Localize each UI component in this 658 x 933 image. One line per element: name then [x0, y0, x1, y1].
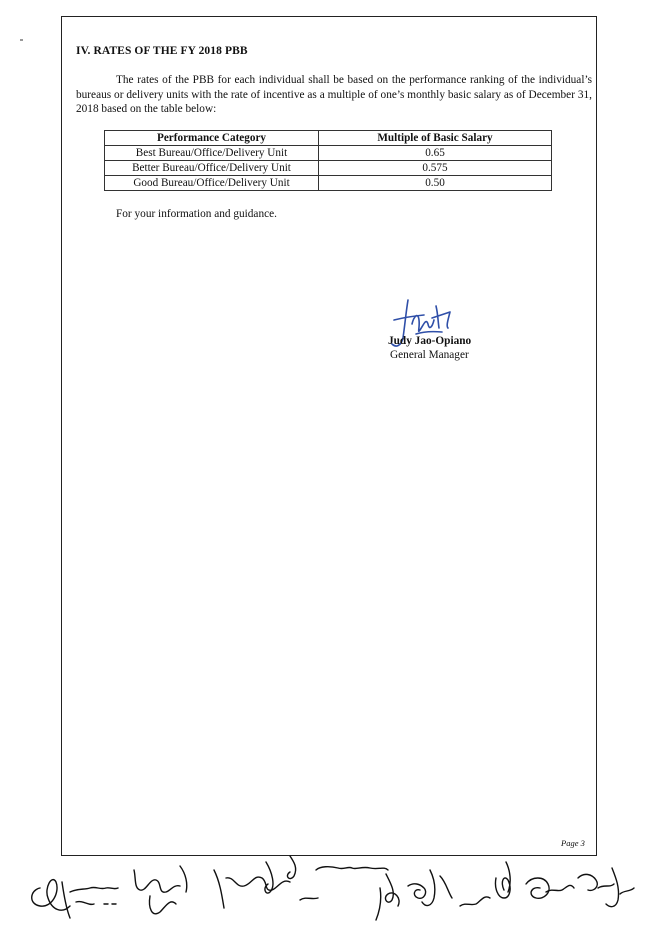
table-row [105, 176, 552, 191]
closing-line: For your information and guidance. [116, 208, 277, 220]
table-cell-category: Good Bureau/Office/Delivery Unit [105, 176, 319, 191]
signatory-title: General Manager [390, 349, 469, 361]
section-heading: IV. RATES OF THE FY 2018 PBB [76, 45, 248, 57]
table-row [105, 146, 552, 161]
table-header-row [105, 131, 552, 146]
signatory-block [388, 334, 471, 362]
table-cell-category: Better Bureau/Office/Delivery Unit [105, 161, 319, 176]
board-initials-strip [0, 848, 658, 933]
scan-artifact [20, 39, 23, 41]
column-header-multiple: Multiple of Basic Salary [319, 131, 552, 146]
column-header-performance-category: Performance Category [105, 131, 319, 146]
table-row [105, 161, 552, 176]
page-number: Page 3 [561, 838, 585, 848]
rates-table [104, 130, 552, 191]
table-cell-multiple: 0.575 [319, 161, 552, 176]
section-paragraph: The rates of the PBB for each individual shall be based on the performance ranking of the individual’s bureaus or delivery units with the rate of incentive as a multiple of one’s monthly basic salary as of December 31, 2018 based on the table below: [76, 74, 592, 115]
table-cell-category: Best Bureau/Office/Delivery Unit [105, 146, 319, 161]
table-cell-multiple: 0.65 [319, 146, 552, 161]
signatory-name: Judy Jao-Opiano [388, 335, 472, 347]
table-cell-multiple: 0.50 [319, 176, 552, 191]
